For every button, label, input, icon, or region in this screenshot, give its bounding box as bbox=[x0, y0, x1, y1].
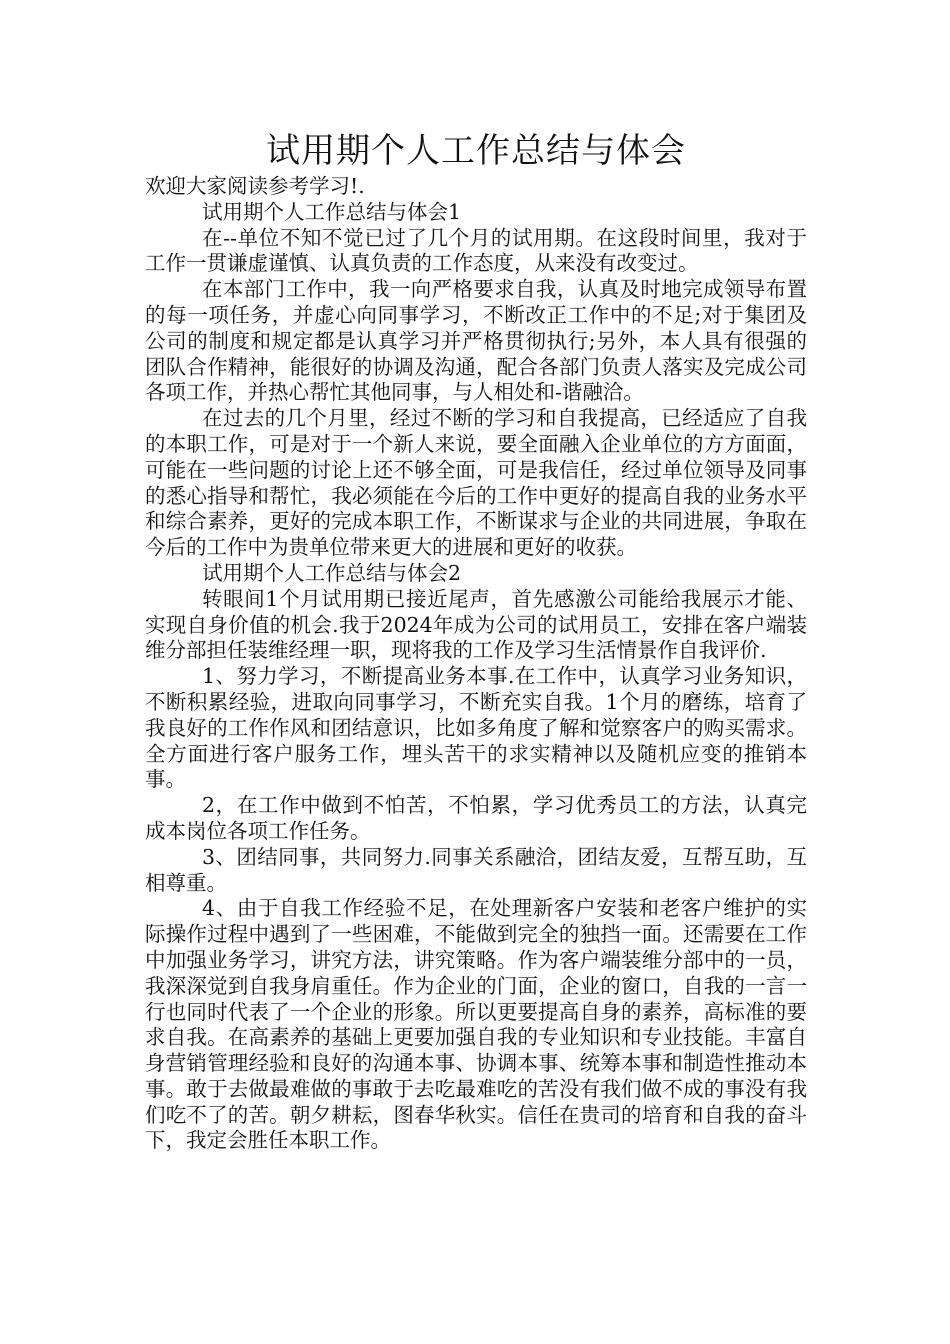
document-page bbox=[145, 128, 807, 1154]
body-paragraph: 在过去的几个月里，经过不断的学习和自我提高，已经适应了自我的本职工作，可是对于一个新人来说，要全面融入企业单位的方方面面，可能在一些问题的讨论上还不够全面，可是我信任，经过单位领导及同事的悉心指导和帮忙，我必须能在今后的工作中更好的提高自我的业务水平和综合素养，更好的完成本职工作，不断谋求与企业的共同进展，争取在今后的工作中为贵单位带来更大的进展和更好的收获。 bbox=[145, 406, 807, 560]
document-title: 试用期个人工作总结与体会 bbox=[266, 131, 686, 171]
section-heading-2: 试用期个人工作总结与体会2 bbox=[202, 560, 462, 585]
list-item-paragraph: 1、努力学习，不断提高业务本事.在工作中，认真学习业务知识，不断积累经验，进取向同事学习，不断充实自我。1个月的磨练，培育了我良好的工作作风和团结意识，比如多角度了解和觉察客户的购买需求。全方面进行客户服务工作，埋头苦干的求实精神以及随机应变的推销本事。 bbox=[145, 664, 807, 792]
document-body bbox=[145, 174, 807, 1154]
list-item-paragraph: 2，在工作中做到不怕苦，不怕累，学习优秀员工的方法，认真完成本岗位各项工作任务。 bbox=[145, 793, 807, 843]
body-paragraph: 在本部门工作中，我一向严格要求自我，认真及时地完成领导布置的每一项任务，并虚心向同事学习，不断改正工作中的不足;对于集团及公司的制度和规定都是认真学习并严格贯彻执行;另外，本人具有很强的团队合作精神，能很好的协调及沟通，配合各部门负责人落实及完成公司各项工作，并热心帮忙其他同事，与人相处和-谐融洽。 bbox=[145, 277, 807, 405]
list-item-paragraph: 4、由于自我工作经验不足，在处理新客户安装和老客户维护的实际操作过程中遇到了一些困难，不能做到完全的独挡一面。还需要在工作中加强业务学习，讲究方法，讲究策略。作为客户端装维分部中的一员，我深深觉到自我身肩重任。作为企业的门面，企业的窗口，自我的一言一行也同时代表了一个企业的形象。所以更要提高自身的素养，高标准的要求自我。在高素养的基础上更要加强自我的专业知识和专业技能。丰富自身营销管理经验和良好的沟通本事、协调本事、统筹本事和制造性推动本事。敢于去做最难做的事敢于去吃最难吃的苦没有我们做不成的事没有我们吃不了的苦。朝夕耕耘，图春华秋实。信任在贵司的培育和自我的奋斗下，我定会胜任本职工作。 bbox=[145, 896, 807, 1153]
body-paragraph: 在--单位不知不觉已过了几个月的试用期。在这段时间里，我对于工作一贯谦虚谨慎、认真负责的工作态度，从来没有改变过。 bbox=[145, 225, 807, 276]
list-item-paragraph: 3、团结同事，共同努力.同事关系融洽，团结友爱，互帮互助，互相尊重。 bbox=[145, 844, 807, 895]
body-paragraph: 转眼间1个月试用期已接近尾声，首先感激公司能给我展示才能、实现自身价值的机会.我于2024年成为公司的试用员工，安排在客户端装维分部担任装维经理一职，现将我的工作及学习生活情景作自我评价. bbox=[145, 586, 807, 663]
section-heading-1: 试用期个人工作总结与体会1 bbox=[202, 199, 462, 224]
intro-paragraph: 欢迎大家阅读参考学习!. bbox=[145, 174, 365, 198]
